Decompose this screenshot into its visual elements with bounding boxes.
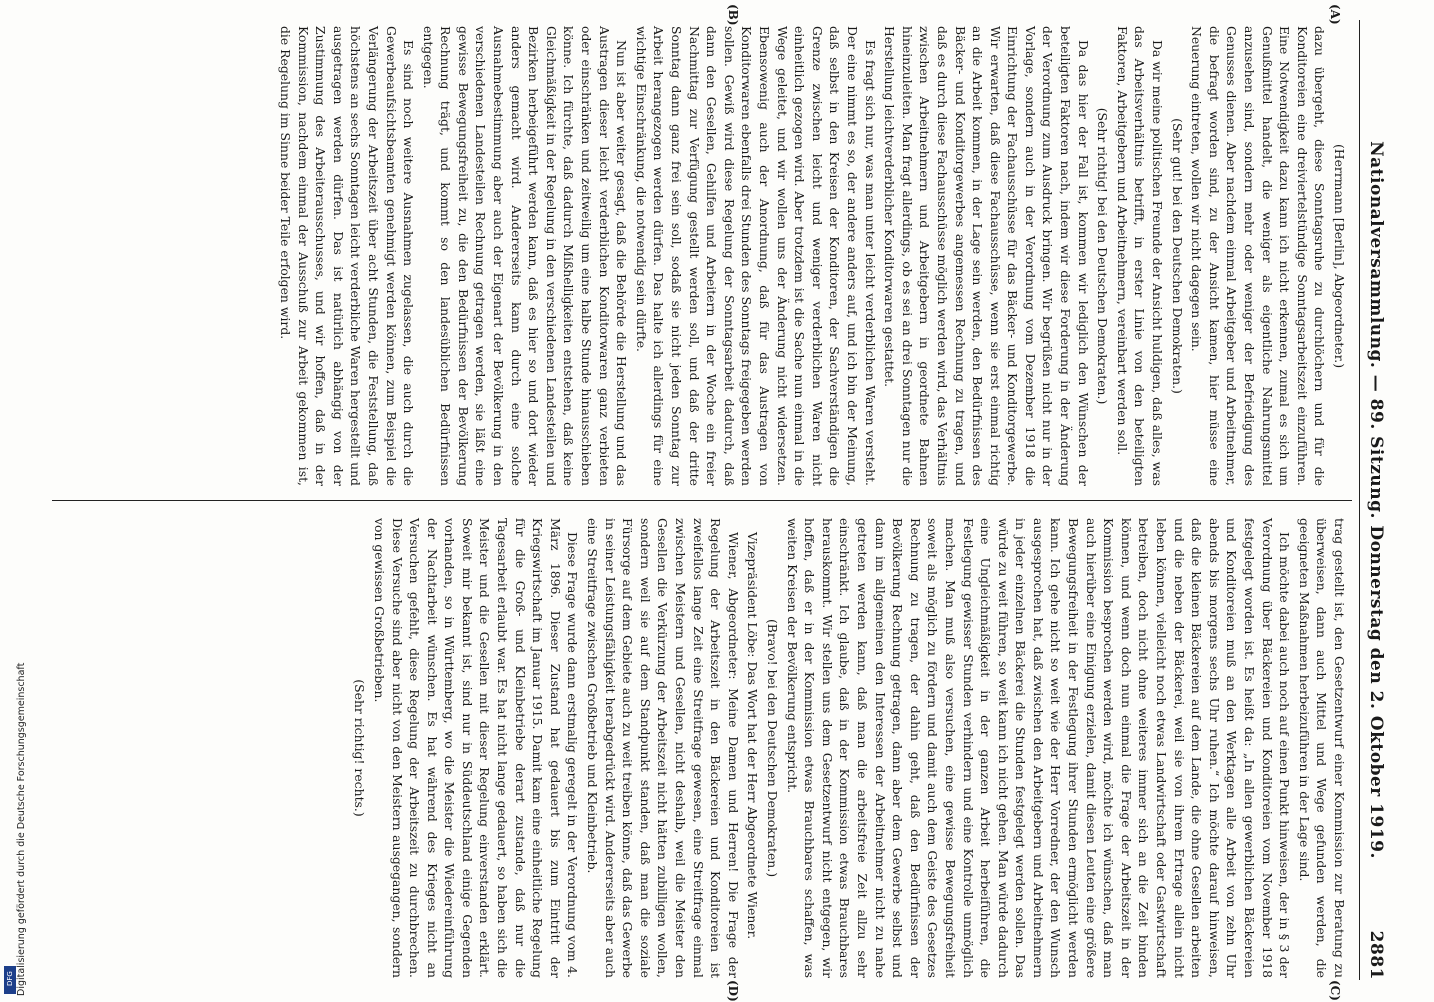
rotated-page-frame (20, 0, 1400, 1000)
interjection: (Sehr richtig! rechts.) (352, 679, 368, 817)
interjection: (Bravo! bei den Deutschen Demokraten.) (765, 618, 780, 878)
dfg-logo-label: DFG (6, 971, 14, 986)
interjection: (Sehr richtig! bei den Deutschen Demokraten.) (1095, 107, 1111, 405)
margin-mark-d: (D) (726, 980, 740, 1002)
page-number: 2881 (1366, 930, 1386, 980)
paragraph: dazu übergeht, diese Sonntagsruhe zu durchlöchern und für die Konditoreien eine dreiviertelstündige Sonntagsarbeitszeit einzuführen. Eine Notwendigkeit dazu kann ich nicht erkennen, zumal es sich um Genußmittel handelt, die weniger als eigentliche Nahrungsmittel anzusehen sind, sondern mehr oder weniger der Befriedigung des Genusses dienen. Aber nachdem einmal Arbeitgeber und Arbeitnehmer, die befragt worden sind, zu der Ansicht kamen, hier müsse eine Neuerung eintreten, wollen wir nicht dagegen sein. (1189, 26, 1328, 486)
header-rule (1359, 20, 1360, 980)
column-divider (52, 500, 1352, 501)
paragraph-vice-president: Vizepräsident Löbe: Das Wort hat der Herr Abgeordnete Wiener. (745, 532, 761, 940)
left-column (274, 26, 1348, 486)
paragraph: Nun ist aber weiter gesagt, daß die Behörde die Herstellung und das Austragen dieser leicht verderblichen Konditorwaren ganz verbieten oder einschränken und zeitweilig um eine halbe Stunde hinausschieben könne. Ich fürchte, daß dadurch Mißhelligkeiten entstehen, daß keine Gleichmäßigkeit in der Regelung in den verschiedenen Landesteilen und Bezirken herbeigeführt werden kann, daß es hier so und dort wieder anders gemacht wird. Andererseits kann durch eine solche Ausnahmebestimmung aber auch der Eigenart der Bevölkerung in den verschiedenen Landesteilen Rechnung getragen werden, sie läßt eine gewisse Bewegungsfreiheit zu, die den Bedürfnissen der Bevölkerung Rechnung trägt, und kommt so den landesüblichen Bedürfnissen entgegen. (420, 26, 630, 486)
right-column (349, 518, 1348, 978)
paragraph: Diese Frage wurde dann erstmalig geregelt in der Verordnung vom 4. März 1896. Dieser Zustand hat gedauert bis zum Eintritt der Kriegswirtschaft im Januar 1915. Damit kam eine einheitliche Regelung für die Groß- und Kleinbetriebe derart zustande, daß nur die Tagesarbeit erlaubt war. Es hat nicht lange gedauert, so haben sich die Meister und die Gesellen mit dieser Regelung einverstanden erklärt. Soweit mir bekannt ist, sind nur in Süddeutschland einige Gegenden vorhanden, so in Württemberg, wo die Meister die Wiedereinführung der Nachtarbeit wünschen. Es hat während des Krieges nicht an Versuchen gefehlt, diese Regelung der Arbeitszeit zu durchbrechen. Diese Versuche sind aber nicht von den Meistern ausgegangen, sondern von gewissen Großbetrieben. (371, 518, 581, 978)
paragraph: Ich möchte dabei auch noch auf einen Punkt hinweisen, der in § 3 der Verordnung über Bäckereien und Konditoreien vom November 1918 festgelegt worden ist. Es heißt da: „In allen gewerblichen Bäckereien und Konditoreien muß an den Werktagen alle Arbeit von zehn Uhr abends bis morgens sechs Uhr ruhen.“ Ich möchte darauf hinweisen, daß die kleinen Bäckereien auf dem Lande, die ohne Gesellen arbeiten und die neben der Bäckerei, weil sie von ihrem Ertrage allein nicht leben können, vielleicht noch etwas Landwirtschaft oder Gastwirtschaft betreiben, doch nicht ohne weiteres immer sich an die Zeit binden können, und wenn doch nun einmal die Frage der Arbeitszeit in der Kommission besprochen werden wird, möchte ich wünschen, daß man auch hierüber eine Einigung erzielen, damit diesen Leuten eine größere Bewegungsfreiheit in der Festlegung ihrer Stunden ermöglicht werden kann. Ich gehe nicht so weit wie der Herr Vorredner, der den Wunsch ausgesprochen hat, daß zwischen den Arbeitgebern und Arbeitnehmern in jeder einzelnen Bäckerei die Stunden festgelegt werden sollen. Das würde zu weit führen, so weit kann ich nicht gehen. Man würde dadurch eine Ungleichmäßigkeit in der ganzen Arbeit herbeiführen, die Festlegung gewisser Stunden verhindern und eine Kontrolle unmöglich machen. Man muß also versuchen, eine gewisse Bewegungsfreiheit soweit als möglich zu fördern und damit auch dem Geiste des Gesetzes Rechnung zu tragen, der dahin geht, daß den Bedürfnissen der Bevölkerung Rechnung getragen, dann aber dem Gewerbe selbst und dann im allgemeinen den Interessen der Arbeitnehmer nicht zu nahe getreten werden kann, daß man die arbeitsfreie Zeit allzu sehr einschränkt. Ich glaube, daß in der Kommission etwas Brauchbares herauskommt. Wir stellen uns dem Gesetzentwurf nicht entgegen, wir hoffen, daß er in der Kommission etwas Brauchbares schaffen, was weiten Kreisen der Bevölkerung entspricht. (784, 518, 1293, 978)
footer-strip (2, 0, 27, 1000)
margin-mark-c: (C) (1328, 980, 1342, 1001)
paragraph: Es fragt sich nur, was man unter leicht verderblichen Waren versteht. Der eine nimmt es so, der andere anders auf, und ich bin der Meinung, daß selbst in den Kreisen der Konditoren, der Sachverständigen die Grenze zwischen leicht und weniger verderblichen Waren nicht einheitlich gezogen wird. Aber trotzdem ist die Sache nun einmal in die Wege geleitet, und wir wollen uns der Änderung nicht widersetzen. Ebensowenig auch der Anordnung, daß für das Austragen von Konditorwaren ebenfalls drei Stunden des Sonntags freigegeben werden sollen. Gewiß wird diese Regelung der Sonntagsarbeit dadurch, daß dann den Gesellen, Gehilfen und Arbeitern in der Woche ein freier Nachmittag zur Verfügung gestellt werden soll, und daß der dritte Sonntag dann ganz frei sein soll, sodaß sie nicht jeden Sonntag zur Arbeit herangezogen werden dürfen. Das halte ich allerdings für eine wichtige Einschränkung, die notwendig sein dürfte. (633, 26, 878, 486)
page-title: Nationalversammlung. — 89. Sitzung. Donnerstag den 2. Oktober 1919. (1366, 141, 1386, 859)
margin-mark-a: (A) (1328, 4, 1342, 25)
dfg-logo (4, 966, 16, 994)
speaker-header: (Herrmann [Berlin], Abgeordneter.) (1332, 143, 1347, 369)
paragraph: trag gestellt ist, den Gesetzentwurf einer Kommission zur Beratung zu überweisen, dann auch Mittel und Wege gefunden werden, die geeigneten Maßnahmen herbeizuführen in der Lage sind. (1296, 518, 1347, 978)
paragraph: Da wir meine politischen Freunde der Ansicht huldigen, daß alles, was das Arbeitsverhältnis betrifft, in erster Linie von den beteiligten Faktoren, Arbeitgebern und Arbeitnehmern, vereinbart werden soll. (1114, 26, 1166, 486)
paragraph-speaker-wiener: Wiener, Abgeordneter: Meine Damen und Herren! Die Frage der Regelung der Arbeitszeit in den Bäckereien und Konditoreien ist zweifellos lange Zeit eine Streitfrage gewesen, eine Streitfrage einmal zwischen Meistern und Gesellen, nicht deshalb, weil die Meister den Gesellen die Verkürzung der Arbeitszeit nicht hätten zubilligen wollen, sondern weil sie auf dem Standpunkt standen, daß man die soziale Fürsorge auf dem Gebiete auch zu weit treiben könne, daß das Gewerbe in seiner Leistungsfähigkeit herabgedrückt wird. Andererseits aber auch eine Streitfrage zwischen Großbetrieb und Kleinbetrieb. (585, 518, 741, 978)
paragraph: Es sind noch weitere Ausnahmen zugelassen, die auch durch die Gewerbeaufsichtsbeamten genehmigt werden können, zum Beispiel die Verlängerung der Arbeitszeit über acht Stunden, die Feststellung, daß höchstens an sechs Sonntagen leicht verderbliche Waren hergestellt und ausgetragen werden dürfen. Das ist natürlich abhängig von der Zustimmung des Arbeiterausschusses, und wir hoffen, daß in der Kommission, nachdem einmal der Ausschuß zur Arbeit gekommen ist, die Regelung im Sinne beider Teile erfolgen wird. (277, 26, 417, 486)
page-header (1356, 20, 1386, 980)
margin-mark-b: (B) (726, 4, 740, 26)
paragraph: Da das hier der Fall ist, kommen wir lediglich den Wünschen der beteiligten Faktoren nach, indem wir diese Forderung in der Änderung der Verordnung zum Ausdruck bringen. Wir begrüßen nicht nur in der Vorlage, sondern auch in der Verordnung vom Dezember 1918 die Einrichtung der Fachausschüsse für das Bäcker- und Konditorgewerbe. Wir erwarten, daß diese Fachausschüsse, wenn sie erst einmal richtig an die Arbeit kommen, in der Lage sein werden, den Bedürfnissen des Bäcker- und Konditorgewerbes angemessen Rechnung zu tragen, und daß es durch diese Fachausschüsse möglich werden wird, das Verhältnis zwischen Arbeitnehmern und Arbeitgebern in geordnete Bahnen hineinzuleiten. Man fragt allerdings, ob es sei an drei Sonntagen nur die Herstellung leichtverderblicher Konditorwaren gestattet. (882, 26, 1091, 486)
footer-credit: Digitalisierung gefördert durch die Deutsche Forschungsgemeinschaft (16, 662, 27, 996)
interjection: (Sehr gut! bei den Deutschen Demokraten.) (1169, 118, 1185, 394)
